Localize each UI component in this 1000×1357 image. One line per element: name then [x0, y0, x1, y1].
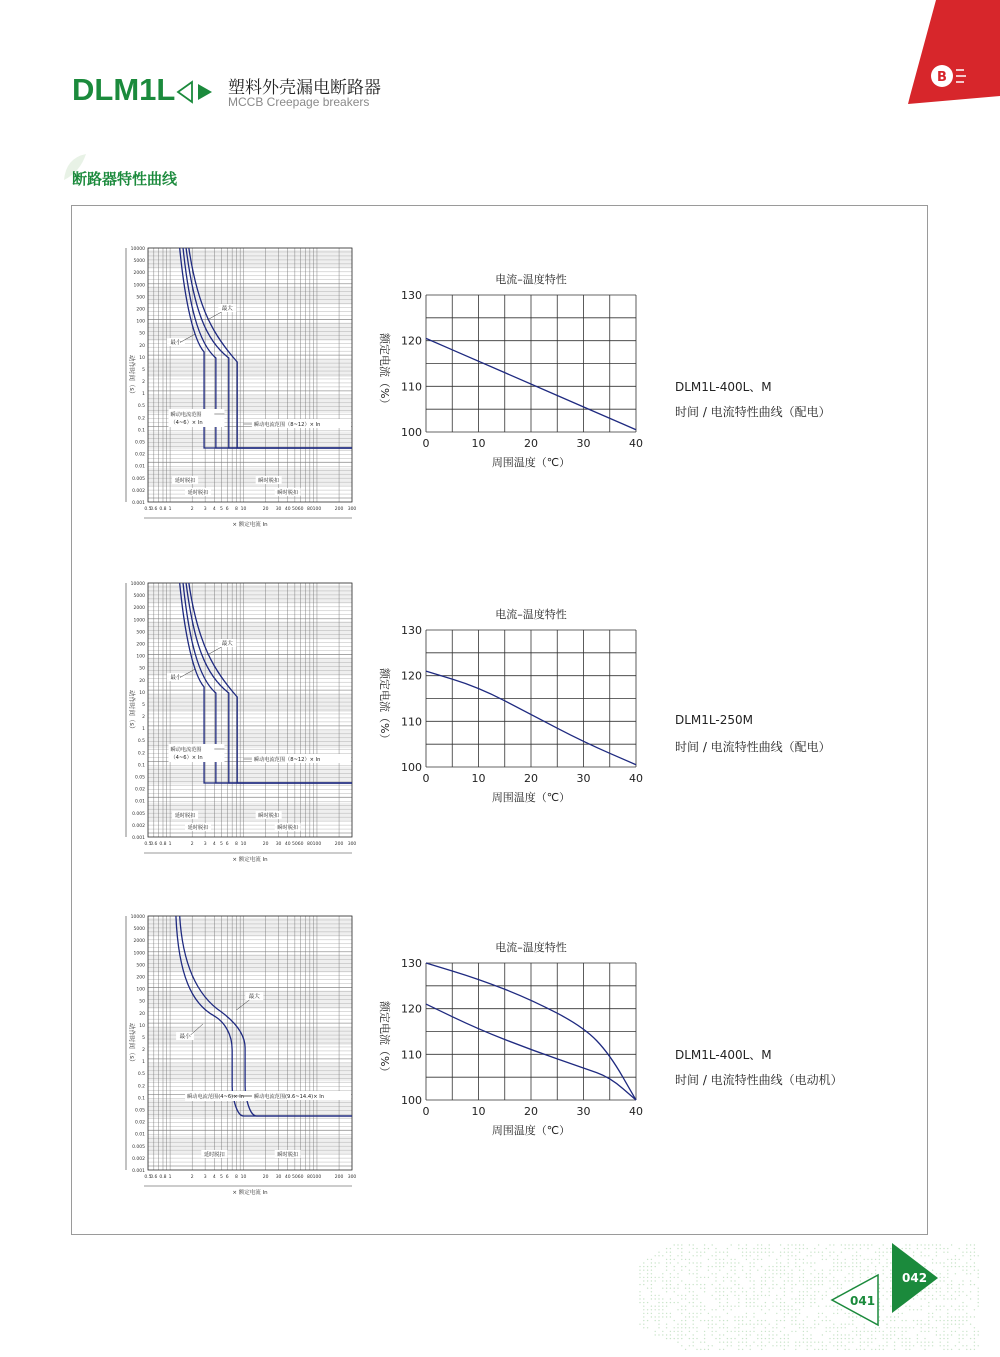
y-tick-label: 500: [136, 963, 145, 969]
y-axis-label: 动作时间（s）: [128, 355, 136, 398]
x-tick-label: 40: [284, 1175, 291, 1180]
y-tick-label: 110: [401, 380, 422, 394]
y-tick-label: 0.005: [132, 811, 145, 817]
x-axis-label: × 额定电流 In: [232, 1190, 268, 1196]
x-tick-label: 60: [297, 842, 304, 847]
range-right-label: 瞬动电流范围(9.6~14.4)× In: [253, 1094, 325, 1100]
x-tick-label: 200: [334, 842, 344, 847]
x-tick-label: 8: [234, 507, 238, 512]
trip-curve-chart: [120, 240, 360, 540]
x-tick-label: 40: [629, 772, 643, 785]
y-tick-label: 200: [136, 307, 145, 313]
range-left-label: 瞬动电流范围(4~6)× In: [187, 1094, 245, 1100]
y-tick-label: 0.05: [134, 1108, 145, 1114]
chart-title: 电流–温度特性: [495, 273, 567, 286]
x-tick-label: 10: [240, 842, 247, 847]
chart-title: 电流–温度特性: [495, 608, 567, 621]
curve-description: 时间 / 电流特性曲线（电动机）: [675, 1073, 843, 1087]
trip-curve-line: [176, 916, 352, 1116]
y-tick-label: 130: [401, 289, 422, 302]
corner-badge: [900, 0, 1000, 104]
y-tick-label: 1: [142, 727, 145, 733]
y-tick-label: 0.02: [134, 787, 145, 793]
x-tick-label: 2: [190, 1175, 194, 1180]
y-tick-label: 1000: [133, 618, 145, 624]
y-tick-label: 0.05: [134, 440, 145, 446]
y-tick-label: 0.001: [132, 836, 145, 841]
x-tick-label: 80: [306, 842, 313, 847]
x-tick-label: 300: [347, 1175, 357, 1180]
label-instant: 瞬时脱扣: [258, 478, 280, 484]
range-left-label: 瞬动电流范围: [170, 412, 202, 418]
label-delay: 延时脱扣: [174, 813, 196, 819]
x-tick-label: 6: [225, 1175, 229, 1180]
y-tick-label: 0.01: [134, 464, 145, 470]
y-tick-label: 10000: [130, 915, 145, 920]
model-name: DLM1L-400L、M: [675, 1048, 772, 1062]
x-tick-label: 20: [524, 437, 538, 450]
y-tick-label: 200: [136, 975, 145, 981]
x-axis-label: 周围温度（℃）: [491, 791, 571, 804]
y-tick-label: 120: [401, 334, 422, 348]
x-tick-label: 5: [219, 842, 223, 847]
label-instant: 瞬时脱扣: [277, 490, 299, 496]
range-left-label: 瞬动电流范围: [170, 747, 202, 753]
page-title: 塑料外壳漏电断路器: [228, 78, 381, 98]
label-min: 最小: [170, 340, 182, 346]
y-tick-label: 10000: [130, 582, 145, 587]
page-number-left: 041: [850, 1294, 876, 1308]
y-tick-label: 130: [401, 624, 422, 637]
y-tick-label: 10: [139, 1023, 145, 1029]
page-number-right: 042: [902, 1271, 928, 1285]
section-title: 断路器特性曲线: [72, 170, 178, 188]
range-right-label: 瞬动电流范围（8~12）× In: [253, 422, 321, 428]
y-tick-label: 20: [139, 1011, 145, 1017]
label-delay: 延时脱扣: [203, 1152, 225, 1158]
x-tick-label: 40: [629, 1105, 643, 1118]
label-instant: 瞬时脱扣: [277, 825, 299, 831]
x-tick-label: 50: [291, 842, 298, 847]
y-tick-label: 2000: [133, 939, 145, 945]
y-tick-label: 10000: [130, 247, 145, 252]
y-tick-label: 500: [136, 630, 145, 636]
y-tick-label: 0.2: [137, 751, 145, 757]
y-tick-label: 1000: [133, 951, 145, 957]
x-tick-label: 0: [422, 772, 430, 785]
label-min: 最小: [170, 675, 182, 681]
y-tick-label: 10: [139, 355, 145, 361]
x-tick-label: 300: [347, 842, 357, 847]
curve-description: 时间 / 电流特性曲线（配电）: [675, 740, 831, 754]
trip-curve-chart: [120, 575, 360, 875]
y-tick-label: 120: [401, 669, 422, 683]
x-tick-label: 10: [471, 1105, 486, 1118]
x-tick-label: 100: [312, 507, 322, 512]
x-tick-label: 0.6: [150, 842, 158, 847]
y-tick-label: 100: [136, 987, 145, 993]
label-delay: 延时脱扣: [187, 825, 209, 831]
x-tick-label: 50: [291, 507, 298, 512]
y-tick-label: 120: [401, 1002, 422, 1016]
model-name: DLM1L-400L、M: [675, 380, 772, 394]
y-tick-label: 0.02: [134, 452, 145, 458]
label-instant: 瞬时脱扣: [277, 1152, 299, 1158]
x-tick-label: 30: [275, 507, 282, 512]
x-tick-label: 50: [291, 1175, 298, 1180]
x-tick-label: 10: [240, 507, 247, 512]
x-tick-label: 40: [284, 507, 291, 512]
x-tick-label: 40: [629, 437, 643, 450]
y-tick-label: 0.005: [132, 476, 145, 482]
y-tick-label: 50: [139, 331, 145, 337]
x-tick-label: 200: [334, 507, 344, 512]
y-tick-label: 0.1: [137, 428, 145, 434]
y-tick-label: 5: [142, 1035, 145, 1041]
y-tick-label: 1000: [133, 283, 145, 289]
footer-decoration: [640, 1225, 980, 1357]
range-left-label: （4~6）× In: [170, 420, 203, 426]
y-tick-label: 500: [136, 295, 145, 301]
temperature-chart: [372, 225, 652, 469]
y-tick-label: 200: [136, 642, 145, 648]
y-tick-label: 0.002: [132, 1156, 145, 1162]
y-tick-label: 2: [142, 1048, 145, 1054]
y-tick-label: 50: [139, 666, 145, 672]
x-axis-label: 周围温度（℃）: [491, 456, 571, 469]
x-tick-label: 3: [203, 507, 207, 512]
x-tick-label: 20: [262, 507, 269, 512]
y-tick-label: 0.001: [132, 1169, 145, 1174]
y-tick-label: 0.02: [134, 1120, 145, 1126]
x-tick-label: 8: [234, 842, 238, 847]
x-tick-label: 0.5: [144, 1175, 152, 1180]
x-tick-label: 0.6: [150, 1175, 158, 1180]
y-axis-label: 动作时间（s）: [128, 1023, 136, 1066]
x-tick-label: 0: [422, 1105, 430, 1118]
y-tick-label: 0.5: [137, 1072, 145, 1078]
y-tick-label: 0.2: [137, 416, 145, 422]
y-tick-label: 0.1: [137, 1096, 145, 1102]
x-axis-label: × 额定电流 In: [232, 857, 268, 863]
y-tick-label: 0.002: [132, 488, 145, 494]
x-tick-label: 1: [168, 507, 172, 512]
x-tick-label: 2: [190, 842, 194, 847]
x-tick-label: 200: [334, 1175, 344, 1180]
x-tick-label: 30: [275, 842, 282, 847]
x-tick-label: 6: [225, 507, 229, 512]
label-delay: 延时脱扣: [174, 478, 196, 484]
range-right-label: 瞬动电流范围（8~12）× In: [253, 757, 321, 763]
x-tick-label: 3: [203, 842, 207, 847]
x-tick-label: 0.8: [159, 842, 167, 847]
y-tick-label: 0.001: [132, 501, 145, 506]
x-tick-label: 100: [312, 1175, 322, 1180]
x-tick-label: 4: [212, 1175, 216, 1180]
label-max: 最大: [221, 641, 233, 647]
y-tick-label: 100: [401, 761, 422, 774]
x-tick-label: 5: [219, 507, 223, 512]
y-axis-label: 额定电流（%）: [378, 1001, 391, 1078]
x-tick-label: 30: [576, 772, 591, 785]
y-tick-label: 110: [401, 715, 422, 729]
x-tick-label: 20: [524, 772, 538, 785]
label-max: 最大: [221, 306, 233, 312]
x-tick-label: 10: [240, 1175, 247, 1180]
y-tick-label: 0.5: [137, 739, 145, 745]
x-tick-label: 300: [347, 507, 357, 512]
x-tick-label: 20: [524, 1105, 538, 1118]
y-tick-label: 50: [139, 999, 145, 1005]
temperature-chart: [372, 893, 652, 1137]
y-tick-label: 0.05: [134, 775, 145, 781]
x-tick-label: 0.8: [159, 507, 167, 512]
y-axis-label: 额定电流（%）: [378, 668, 391, 745]
x-tick-label: 0.5: [144, 842, 152, 847]
y-tick-label: 0.5: [137, 404, 145, 410]
y-tick-label: 2: [142, 715, 145, 721]
x-tick-label: 20: [262, 1175, 269, 1180]
x-tick-label: 80: [306, 507, 313, 512]
y-tick-label: 2000: [133, 606, 145, 612]
y-tick-label: 100: [136, 319, 145, 325]
y-tick-label: 0.01: [134, 799, 145, 805]
label-delay: 延时脱扣: [187, 490, 209, 496]
x-tick-label: 1: [168, 1175, 172, 1180]
x-tick-label: 5: [219, 1175, 223, 1180]
y-tick-label: 2: [142, 380, 145, 386]
x-tick-label: 60: [297, 507, 304, 512]
y-axis-label: 额定电流（%）: [378, 333, 391, 410]
x-axis-label: 周围温度（℃）: [491, 1124, 571, 1137]
y-tick-label: 1: [142, 392, 145, 398]
y-tick-label: 0.01: [134, 1132, 145, 1138]
y-tick-label: 20: [139, 343, 145, 349]
x-tick-label: 4: [212, 507, 216, 512]
y-tick-label: 0.002: [132, 823, 145, 829]
curve-description: 时间 / 电流特性曲线（配电）: [675, 405, 831, 419]
x-tick-label: 100: [312, 842, 322, 847]
x-tick-label: 30: [275, 1175, 282, 1180]
badge-letter: B: [937, 70, 947, 85]
x-tick-label: 10: [471, 437, 486, 450]
label-max: 最大: [248, 994, 260, 1000]
y-tick-label: 2000: [133, 271, 145, 277]
x-tick-label: 0.5: [144, 507, 152, 512]
trip-curve-chart: [120, 908, 360, 1208]
model-name: DLM1L-250M: [675, 713, 753, 727]
y-tick-label: 5000: [133, 594, 145, 600]
y-tick-label: 0.2: [137, 1084, 145, 1090]
x-tick-label: 0.8: [159, 1175, 167, 1180]
x-tick-label: 0: [422, 437, 430, 450]
y-tick-label: 5000: [133, 259, 145, 265]
chart-title: 电流–温度特性: [495, 941, 567, 954]
x-tick-label: 40: [284, 842, 291, 847]
y-tick-label: 20: [139, 678, 145, 684]
y-tick-label: 5: [142, 702, 145, 708]
x-axis-label: × 额定电流 In: [232, 522, 268, 528]
x-tick-label: 80: [306, 1175, 313, 1180]
x-tick-label: 1: [168, 842, 172, 847]
page-subtitle: MCCB Creepage breakers: [228, 95, 370, 109]
x-tick-label: 0.6: [150, 507, 158, 512]
x-tick-label: 30: [576, 1105, 591, 1118]
x-tick-label: 20: [262, 842, 269, 847]
label-instant: 瞬时脱扣: [258, 813, 280, 819]
x-tick-label: 8: [234, 1175, 238, 1180]
y-tick-label: 100: [136, 654, 145, 660]
y-tick-label: 100: [401, 1094, 422, 1107]
y-tick-label: 110: [401, 1048, 422, 1062]
y-tick-label: 130: [401, 957, 422, 970]
x-tick-label: 2: [190, 507, 194, 512]
brand-arrow-icon: [176, 78, 216, 106]
y-tick-label: 10: [139, 690, 145, 696]
y-axis-label: 动作时间（s）: [128, 690, 136, 733]
x-tick-label: 4: [212, 842, 216, 847]
x-tick-label: 6: [225, 842, 229, 847]
y-tick-label: 0.1: [137, 763, 145, 769]
y-tick-label: 1: [142, 1060, 145, 1066]
y-tick-label: 0.005: [132, 1144, 145, 1150]
temperature-chart: [372, 560, 652, 804]
x-tick-label: 60: [297, 1175, 304, 1180]
y-tick-label: 5000: [133, 927, 145, 933]
y-tick-label: 100: [401, 426, 422, 439]
brand-logo: DLM1L: [72, 72, 176, 107]
x-tick-label: 10: [471, 772, 486, 785]
label-min: 最小: [179, 1034, 191, 1040]
y-tick-label: 5: [142, 367, 145, 373]
x-tick-label: 3: [203, 1175, 207, 1180]
range-left-label: （4~6）× In: [170, 755, 203, 761]
x-tick-label: 30: [576, 437, 591, 450]
